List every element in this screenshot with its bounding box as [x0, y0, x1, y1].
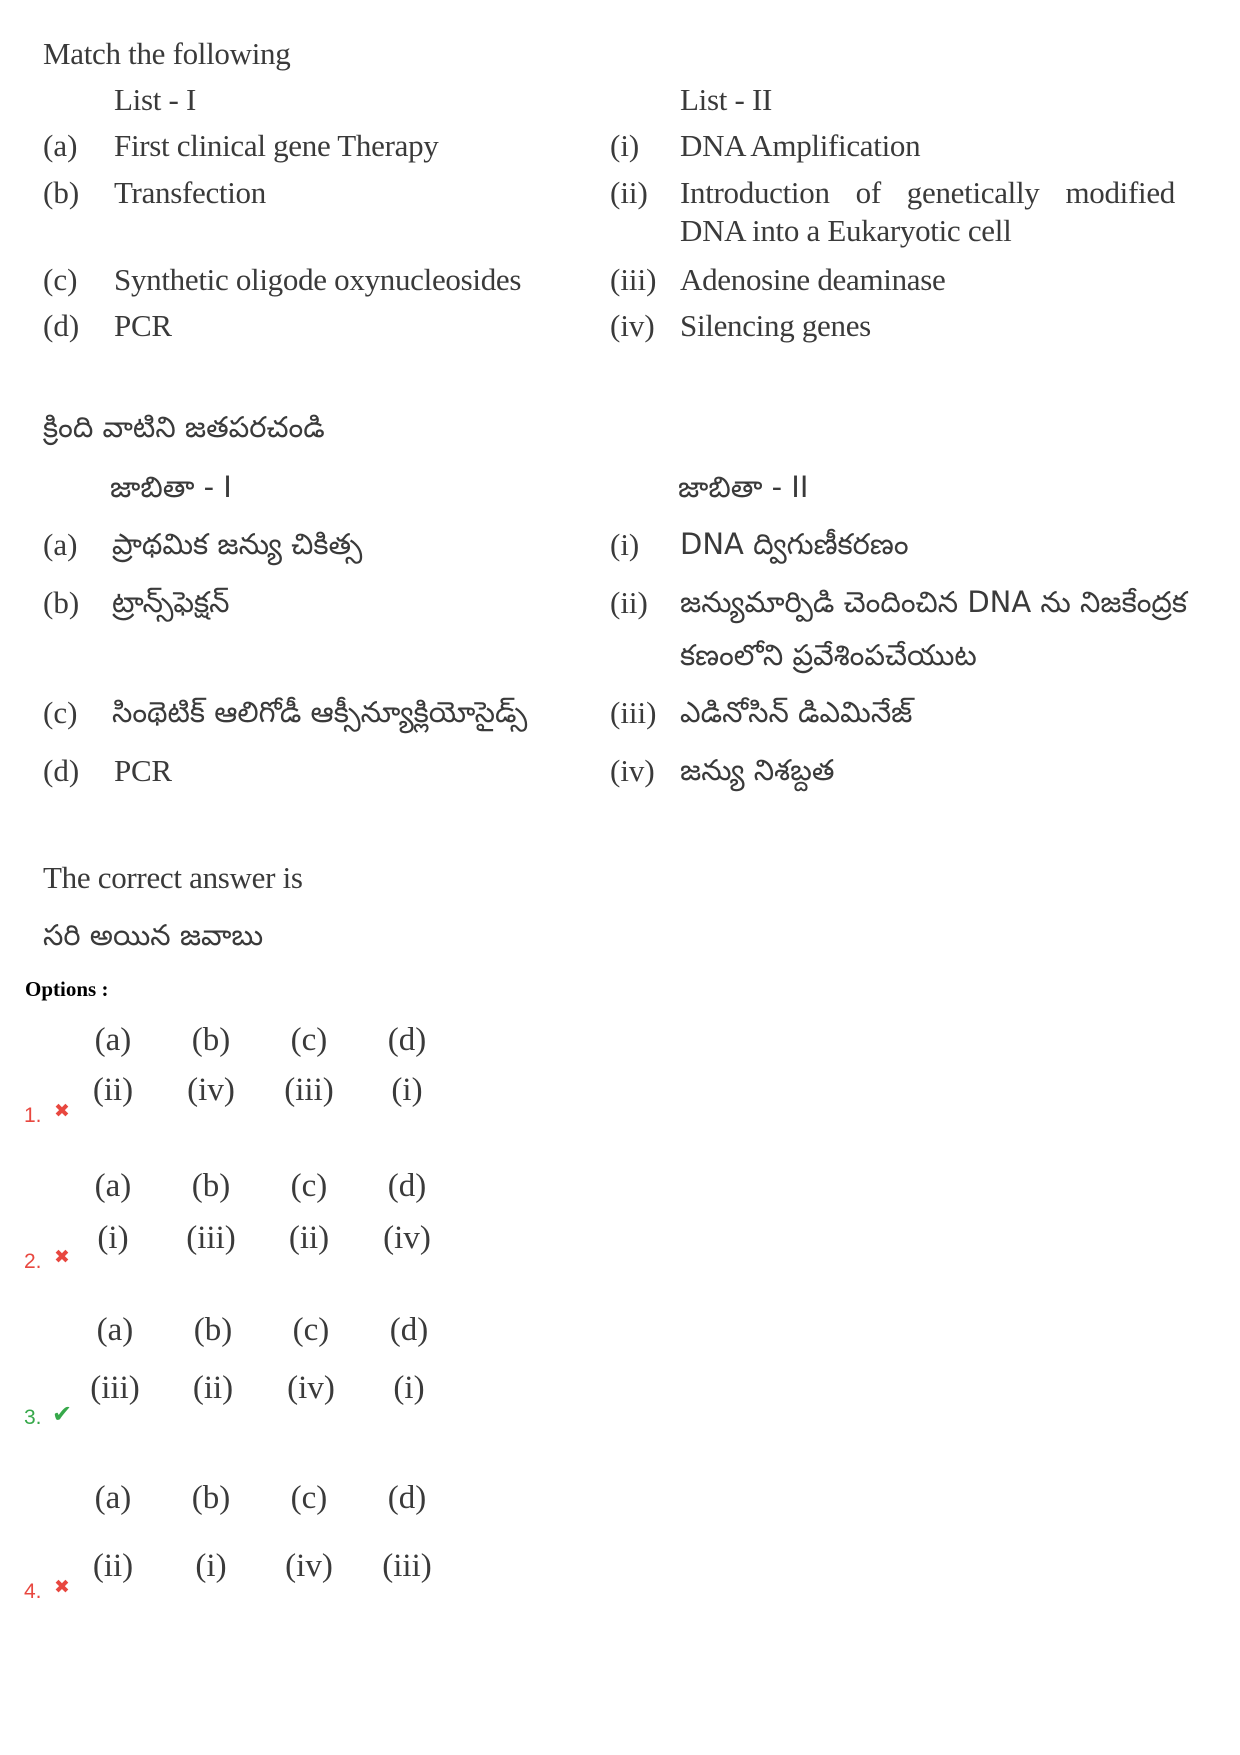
- option-value-c: (iii): [284, 1072, 334, 1108]
- option-value-a: (ii): [92, 1548, 134, 1584]
- option-value-c: (ii): [288, 1220, 330, 1256]
- row-ii-text-te: జన్యుమార్పిడి చెందించిన DNA ను నిజకేంద్రక: [680, 585, 1188, 619]
- option-value-b: (i): [195, 1548, 227, 1584]
- option-header-a: (a): [96, 1312, 134, 1348]
- option-value-a: (ii): [92, 1072, 134, 1108]
- row-d-text-en: PCR: [114, 308, 172, 343]
- row-iii-text-te: ఎడినోసిన్ డిఎమినేజ్: [680, 695, 913, 729]
- list1-header-en: List - I: [114, 82, 196, 117]
- list2-header-te: జాబితా - II: [678, 470, 809, 504]
- row-c-text-te: సింథెటిక్ ఆలిగోడీ ఆక్సీన్యూక్లియోసైడ్స్: [112, 695, 528, 729]
- cross-icon: ✖: [54, 1576, 70, 1598]
- row-c-label-te: (c): [43, 695, 78, 730]
- option-header-b: (b): [193, 1312, 233, 1348]
- option-value-d: (i): [391, 1072, 423, 1108]
- row-b-label-en: (b): [43, 175, 80, 210]
- row-iv-label-en: (iv): [610, 308, 655, 343]
- option-value-d: (iii): [382, 1548, 432, 1584]
- option-header-d: (d): [387, 1168, 427, 1204]
- question-instruction-te: క్రింది వాటిని జతపరచండి: [43, 410, 325, 444]
- list1-header-te: జాబితా - I: [110, 470, 232, 504]
- row-d-label-en: (d): [43, 308, 80, 343]
- row-i-text-te: DNA ద్విగుణీకరణం: [680, 527, 909, 561]
- option-value-d: (i): [393, 1370, 425, 1406]
- row-iii-text-en: Adenosine deaminase: [680, 262, 946, 297]
- cross-icon: ✖: [54, 1100, 70, 1122]
- option-2[interactable]: [0, 1168, 600, 1308]
- row-i-label-te: (i): [610, 527, 640, 562]
- row-c-label-en: (c): [43, 262, 78, 297]
- question-instruction-en: Match the following: [43, 36, 291, 71]
- options-heading: Options :: [25, 977, 109, 1001]
- row-b-text-en: Transfection: [114, 175, 266, 210]
- row-iv-label-te: (iv): [610, 753, 655, 788]
- row-b-text-te: ట్రాన్స్‌ఫెక్షన్: [112, 585, 230, 619]
- row-ii-label-te: (ii): [610, 585, 648, 620]
- option-header-a: (a): [94, 1480, 132, 1516]
- option-number: 1.: [24, 1104, 42, 1127]
- option-header-d: (d): [387, 1480, 427, 1516]
- option-value-b: (iii): [186, 1220, 236, 1256]
- row-d-text-te: PCR: [114, 753, 172, 788]
- option-number: 2.: [24, 1250, 42, 1273]
- row-ii-text-en: Introduction of genetically modified: [680, 175, 1175, 210]
- option-header-b: (b): [191, 1168, 231, 1204]
- row-iii-label-te: (iii): [610, 695, 657, 730]
- option-header-c: (c): [290, 1480, 328, 1516]
- row-ii-label-en: (ii): [610, 175, 648, 210]
- row-d-label-te: (d): [43, 753, 80, 788]
- option-4[interactable]: [0, 1480, 600, 1620]
- option-header-c: (c): [290, 1168, 328, 1204]
- option-value-c: (iv): [285, 1548, 333, 1584]
- row-a-text-te: ప్రాథమిక జన్యు చికిత్స: [112, 527, 363, 561]
- option-header-c: (c): [290, 1022, 328, 1058]
- cross-icon: ✖: [54, 1246, 70, 1268]
- option-value-b: (iv): [187, 1072, 235, 1108]
- option-value-c: (iv): [287, 1370, 335, 1406]
- row-ii-text2-en: DNA into a Eukaryotic cell: [680, 213, 1012, 248]
- row-i-text-en: DNA Amplification: [680, 128, 921, 163]
- row-a-label-en: (a): [43, 128, 78, 163]
- option-header-d: (d): [389, 1312, 429, 1348]
- row-a-text-en: First clinical gene Therapy: [114, 128, 439, 163]
- option-header-a: (a): [94, 1022, 132, 1058]
- option-header-d: (d): [387, 1022, 427, 1058]
- option-number: 4.: [24, 1580, 42, 1603]
- row-iv-text-te: జన్యు నిశబ్దత: [680, 753, 835, 787]
- option-header-b: (b): [191, 1480, 231, 1516]
- option-value-d: (iv): [383, 1220, 431, 1256]
- option-value-a: (i): [97, 1220, 129, 1256]
- option-header-a: (a): [94, 1168, 132, 1204]
- option-number: 3.: [24, 1406, 42, 1429]
- row-b-label-te: (b): [43, 585, 80, 620]
- option-3[interactable]: [0, 1312, 600, 1452]
- row-c-text-en: Synthetic oligode oxynucleosides: [114, 262, 522, 297]
- list2-header-en: List - II: [680, 82, 772, 117]
- row-a-label-te: (a): [43, 527, 78, 562]
- row-ii-text2-te: కణంలోని ప్రవేశింపచేయుట: [680, 638, 977, 672]
- row-iv-text-en: Silencing genes: [680, 308, 871, 343]
- option-value-a: (iii): [90, 1370, 140, 1406]
- option-header-c: (c): [292, 1312, 330, 1348]
- row-i-label-en: (i): [610, 128, 640, 163]
- option-header-b: (b): [191, 1022, 231, 1058]
- check-icon: ✔: [52, 1400, 73, 1428]
- option-1[interactable]: [0, 1022, 600, 1162]
- answer-prompt-en: The correct answer is: [43, 860, 303, 895]
- option-value-b: (ii): [192, 1370, 234, 1406]
- row-iii-label-en: (iii): [610, 262, 657, 297]
- answer-prompt-te: సరి అయిన జవాబు: [43, 918, 264, 952]
